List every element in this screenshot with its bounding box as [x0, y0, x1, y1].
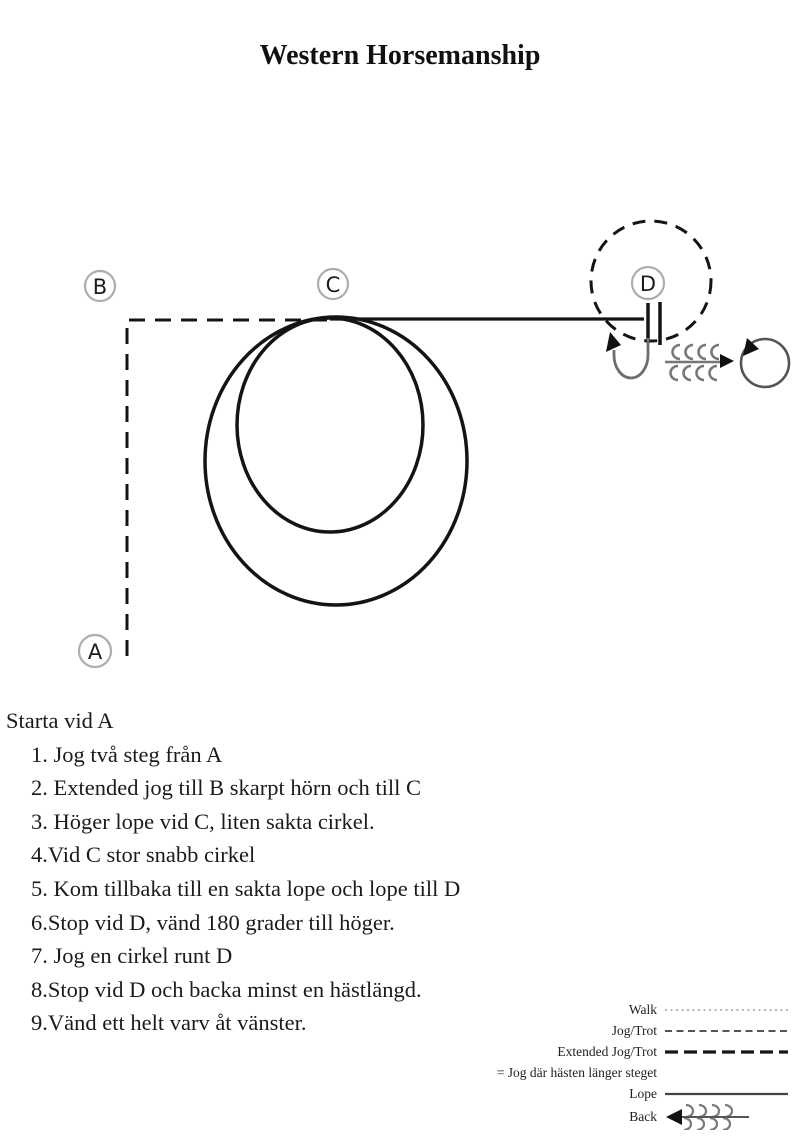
instruction-6: 6.Stop vid D, vänd 180 grader till höger.: [31, 909, 395, 935]
large-circle: [205, 317, 467, 605]
marker-d-label: D: [639, 272, 657, 296]
legend-row-back: [459, 1104, 789, 1130]
small-circle: [237, 318, 423, 532]
instruction-1: 1. Jog två steg från A: [31, 741, 223, 767]
marker-a-label: A: [87, 640, 103, 664]
marker-d: [632, 267, 664, 299]
instruction-2: 2. Extended jog till B skarpt hörn och till C: [31, 775, 421, 801]
page-title: Western Horsemanship: [259, 40, 541, 71]
marker-b: [85, 271, 115, 301]
instruction-9: 9.Vänd ett helt varv åt vänster.: [31, 1010, 307, 1036]
legend-row-extended-jog: [459, 1041, 789, 1062]
legend-row-jog: [459, 1020, 789, 1041]
marker-c: [318, 269, 348, 299]
back-symbol-sample: [664, 1107, 789, 1128]
legend-row-lope: [459, 1083, 789, 1104]
instruction-list: [6, 704, 626, 1040]
back-arrow-icon: [720, 354, 734, 368]
legend-row-walk: [459, 999, 789, 1020]
start-line: Starta vid A: [6, 708, 114, 733]
instruction-5: 5. Kom tillbaka till en sakta lope och lope till D: [31, 875, 461, 901]
walk-line-sample: [664, 999, 789, 1020]
jog-line-sample: [664, 1020, 789, 1041]
marker-c-label: C: [325, 273, 341, 297]
instruction-7: 7. Jog en cirkel runt D: [31, 943, 233, 969]
legend-label-back: Back: [629, 1109, 657, 1124]
gait-legend: [459, 999, 789, 1130]
legend-label-jog: Jog/Trot: [611, 1022, 657, 1038]
legend-label-walk: Walk: [628, 1001, 657, 1017]
legend-label-lope: Lope: [629, 1085, 657, 1101]
legend-label-extended-jog: Extended Jog/Trot: [557, 1043, 657, 1059]
jog-circle-arrow-icon: [606, 332, 621, 352]
extended-jog-path: [127, 320, 336, 656]
instruction-4: 4.Vid C stor snabb cirkel: [31, 842, 256, 868]
extended-jog-line-sample: [664, 1041, 789, 1062]
marker-a: [79, 635, 111, 667]
lope-line-sample: [664, 1083, 789, 1104]
instruction-8: 8.Stop vid D och backa minst en hästlängd.: [31, 976, 422, 1002]
marker-b-label: B: [92, 275, 108, 299]
legend-note: = Jog där hästen länger steget: [496, 1065, 657, 1080]
instruction-3: 3. Höger lope vid C, liten sakta cirkel.: [31, 808, 375, 834]
